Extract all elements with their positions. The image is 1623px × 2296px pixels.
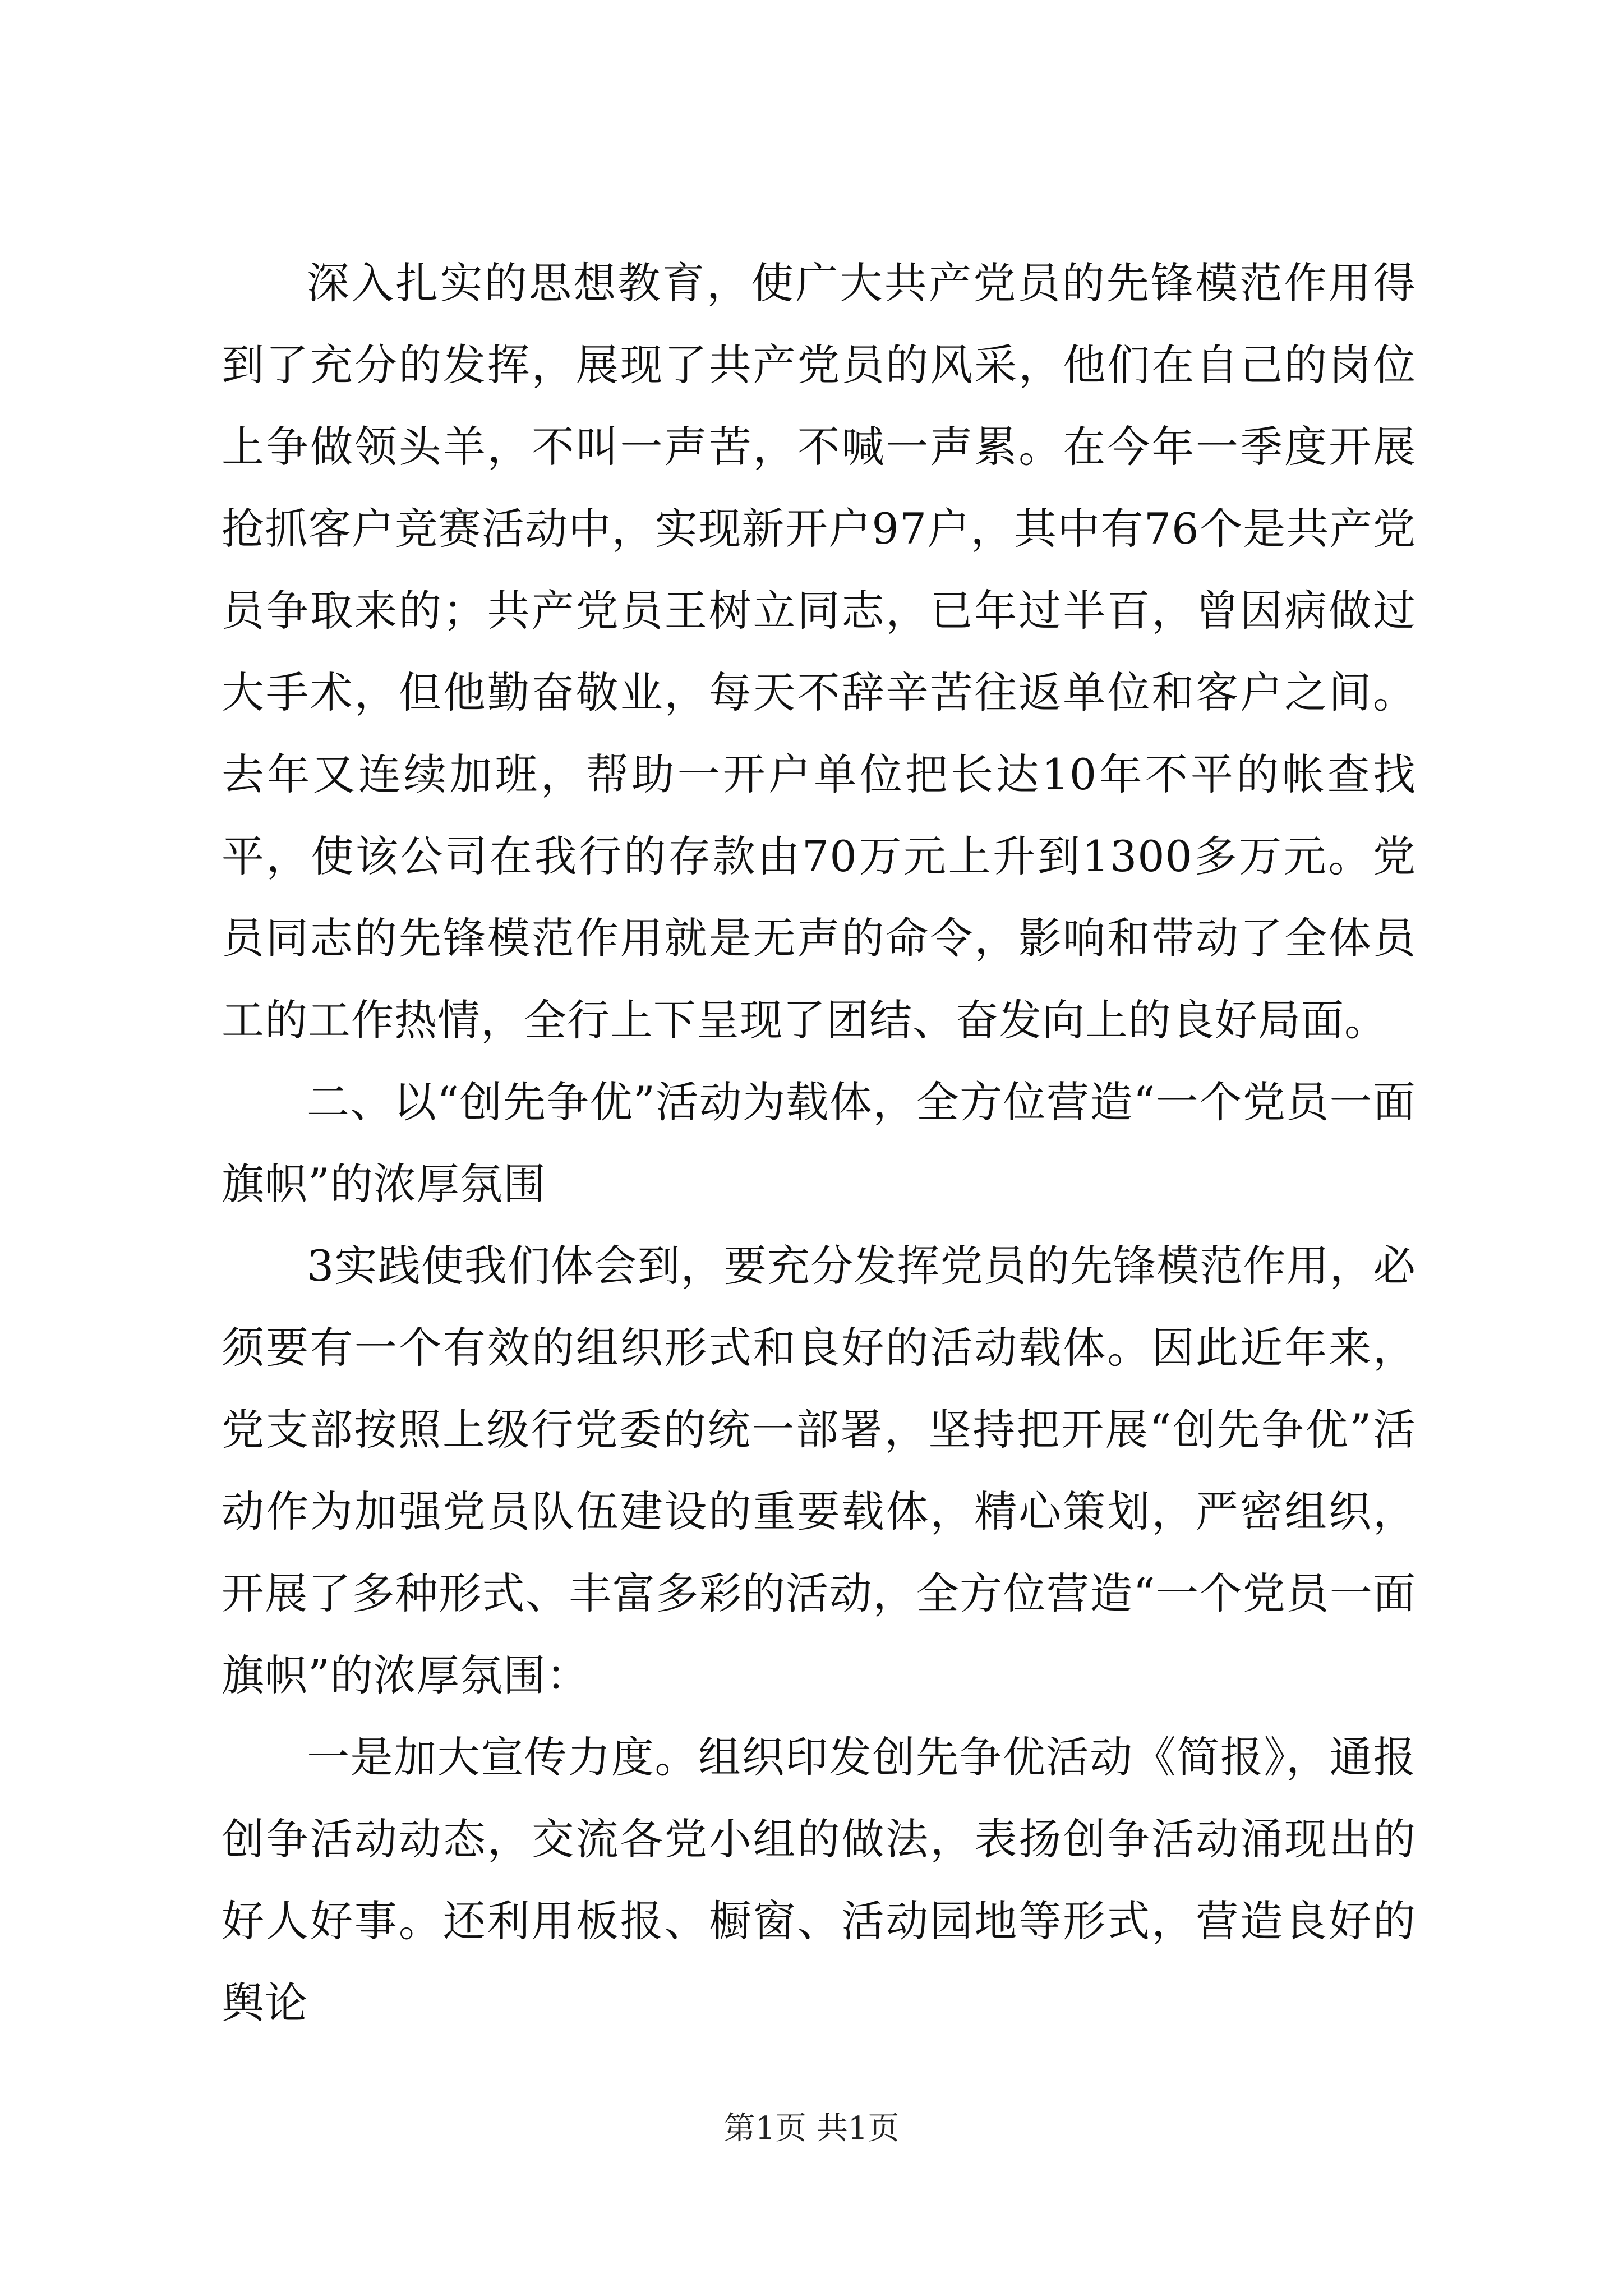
section-heading-2: 二、以“创先争优”活动为载体，全方位营造“一个党员一面旗帜”的浓厚氛围 bbox=[222, 1077, 1416, 1209]
paragraph-party-member-role: 深入扎实的思想教育，使广大共产党员的先锋模范作用得到了充分的发挥，展现了共产党员的风采，他们在自己的岗位上争做领头羊，不叫一声苦，不喊一声累。在今年一季度开展抢抓客户竞赛活动中，实现新开户97户，其中有76个是共产党员争取来的；共产党员王树立同志，已年过半百，曾因病做过大手术，但他勤奋敬业，每天不辞辛苦往返单位和客户之间。去年又连续加班，帮助一开户单位把长达10年不平的帐查找平，使该公司在我行的存款由70万元上升到1300多万元。党员同志的先锋模范作用就是无声的命令，影响和带动了全体员工的工作热情，全行上下呈现了团结、奋发向上的良好局面。 bbox=[222, 258, 1416, 1045]
document-body bbox=[222, 242, 1416, 2044]
paragraph-activity-carrier: 3实践使我们体会到，要充分发挥党员的先锋模范作用，必须要有一个有效的组织形式和良好的活动载体。因此近年来，党支部按照上级行党委的统一部署，坚持把开展“创先争优”活动作为加强党员队伍建设的重要载体，精心策划，严密组织，开展了多种形式、丰富多彩的活动，全方位营造“一个党员一面旗帜”的浓厚氛围： bbox=[222, 1241, 1416, 1700]
page-footer: 第1页 共1页 bbox=[723, 2110, 900, 2147]
paragraph-publicity: 一是加大宣传力度。组织印发创先争优活动《简报》，通报创争活动动态，交流各党小组的做法，表扬创争活动涌现出的好人好事。还利用板报、橱窗、活动园地等形式，营造良好的舆论 bbox=[222, 1732, 1416, 2028]
